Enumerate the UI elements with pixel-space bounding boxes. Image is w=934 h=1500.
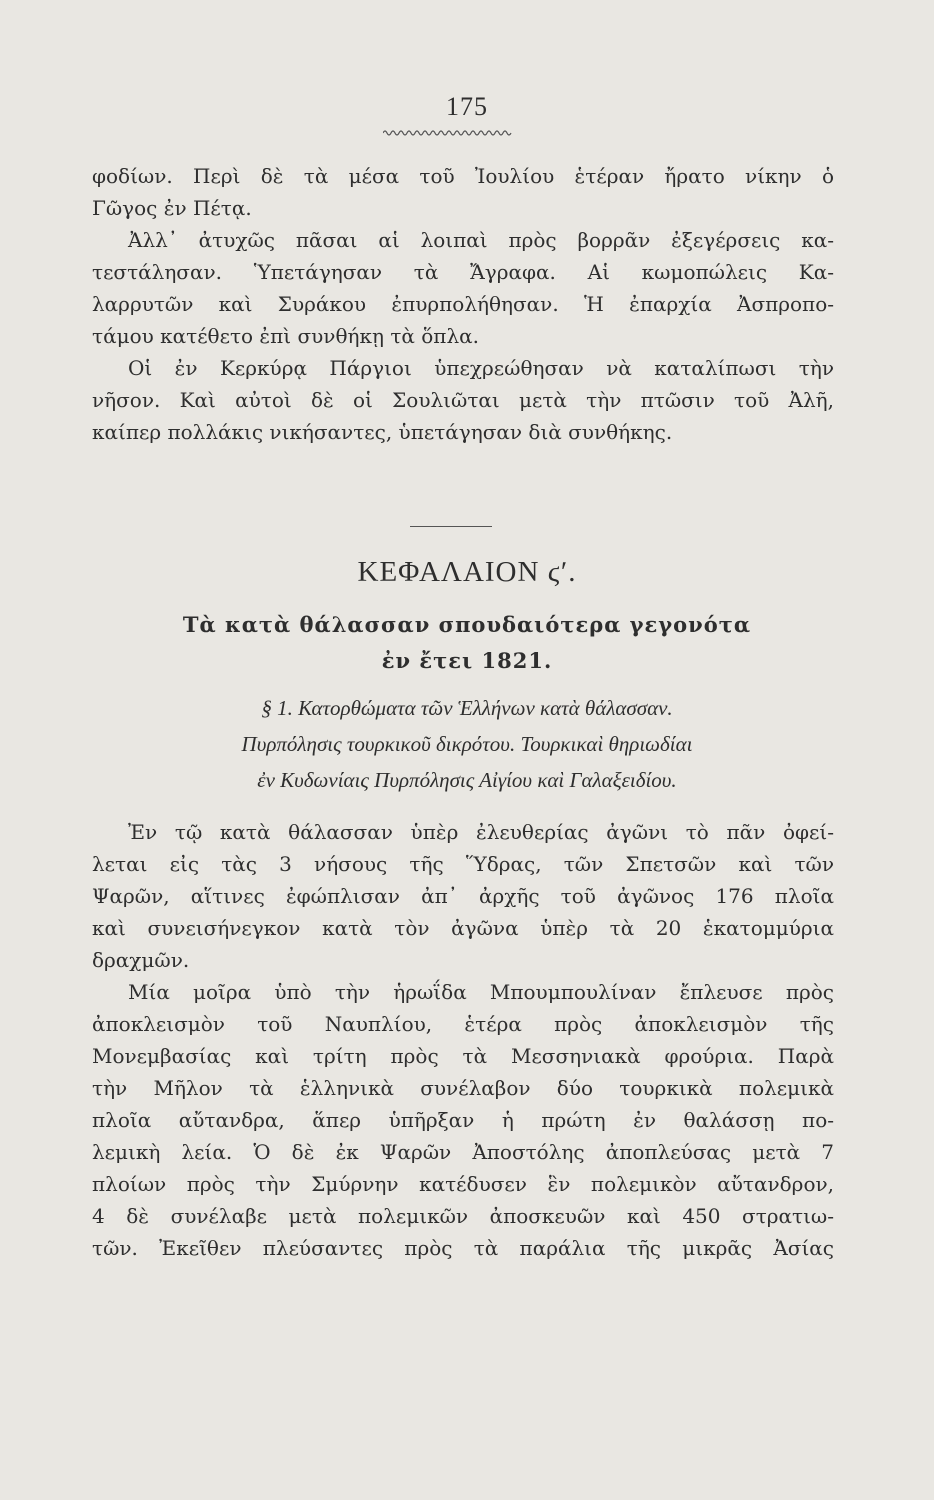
text-line: Γῶγος ἐν Πέτᾳ. [92, 196, 252, 220]
section-summary-line: Πυρπόλησις τουρκικοῦ δικρότου. Τουρκικαὶ θηριωδίαι [241, 732, 693, 756]
page-number: 175 [446, 92, 488, 121]
paragraph [92, 976, 834, 1264]
paragraph [92, 160, 834, 224]
ornamental-rule [383, 128, 513, 138]
text-line: πλοῖα αὔτανδρα, ἅπερ ὑπῆρξαν ἡ πρώτη ἐν θαλάσσῃ πο- [92, 1108, 834, 1132]
paragraph [92, 224, 834, 352]
chapter-title: ΚΕΦΑΛΑΙΟΝ ϛʹ. [357, 556, 577, 588]
text-line: Ἐν τῷ κατὰ θάλασσαν ὑπὲρ ἐλευθερίας ἀγῶνι τὸ πᾶν ὀφεί- [128, 820, 834, 844]
section-summary-line: § 1. Κατορθώματα τῶν Ἑλλήνων κατὰ θάλασσαν. [261, 696, 673, 720]
text-line: Ψαρῶν, αἵτινες ἐφώπλισαν ἀπ᾽ ἀρχῆς τοῦ ἀγῶνος 176 πλοῖα [92, 884, 834, 908]
text-line: τὴν Μῆλον τὰ ἑλληνικὰ συνέλαβον δύο τουρκικὰ πολεμικὰ [92, 1076, 834, 1100]
text-line: Οἱ ἐν Κερκύρᾳ Πάργιοι ὑπεχρεώθησαν νὰ καταλίπωσι τὴν [128, 356, 834, 380]
paragraph [92, 352, 834, 448]
text-line: τάμου κατέθετο ἐπὶ συνθήκῃ τὰ ὅπλα. [92, 324, 479, 348]
paragraph [92, 816, 834, 976]
text-line: λεμικὴ λεία. Ὁ δὲ ἐκ Ψαρῶν Ἀποστόλης ἀποπλεύσας μετὰ 7 [92, 1140, 834, 1164]
body-text-block [92, 816, 834, 1264]
text-line: τεστάλησαν. Ὑπετάγησαν τὰ Ἄγραφα. Αἱ κωμοπώλεις Κα- [92, 260, 834, 284]
chapter-subtitle: ἐν ἔτει 1821. [381, 648, 553, 673]
text-line: λαρρυτῶν καὶ Συράκου ἐπυρπολήθησαν. Ἡ ἐπαρχία Ἀσπροπο- [92, 292, 834, 316]
section-summary-line: ἐν Κυδωνίαις Πυρπόλησις Αἰγίου καὶ Γαλαξειδίου. [257, 768, 677, 792]
text-line: Μία μοῖρα ὑπὸ τὴν ἡρωΐδα Μπουμπουλίναν ἔπλευσε πρὸς [128, 980, 834, 1004]
text-line: Ἀλλ᾽ ἀτυχῶς πᾶσαι αἱ λοιπαὶ πρὸς βορρᾶν ἐξεγέρσεις κα- [128, 228, 834, 252]
text-line: λεται εἰς τὰς 3 νήσους τῆς Ὕδρας, τῶν Σπετσῶν καὶ τῶν [92, 852, 834, 876]
text-line: νῆσον. Καὶ αὐτοὶ δὲ οἱ Σουλιῶται μετὰ τὴν πτῶσιν τοῦ Ἀλῆ, [92, 388, 834, 412]
section-divider [410, 526, 492, 527]
text-line: πλοίων πρὸς τὴν Σμύρνην κατέδυσεν ἓν πολεμικὸν αὔτανδρον, [92, 1172, 834, 1196]
top-text-block [92, 160, 834, 448]
text-line: καὶ συνεισήνεγκον κατὰ τὸν ἀγῶνα ὑπὲρ τὰ 20 ἑκατομμύρια [92, 916, 834, 940]
text-line: δραχμῶν. [92, 948, 190, 972]
text-line: φοδίων. Περὶ δὲ τὰ μέσα τοῦ Ἰουλίου ἑτέραν ἤρατο νίκην ὁ [92, 164, 834, 188]
text-line: καίπερ πολλάκις νικήσαντες, ὑπετάγησαν διὰ συνθήκης. [92, 420, 673, 444]
text-line: Μονεμβασίας καὶ τρίτη πρὸς τὰ Μεσσηνιακὰ φρούρια. Παρὰ [92, 1044, 834, 1068]
text-line: τῶν. Ἐκεῖθεν πλεύσαντες πρὸς τὰ παράλια τῆς μικρᾶς Ἀσίας [92, 1236, 834, 1260]
text-line: ἀποκλεισμὸν τοῦ Ναυπλίου, ἑτέρα πρὸς ἀποκλεισμὸν τῆς [92, 1012, 834, 1036]
text-line: 4 δὲ συνέλαβε μετὰ πολεμικῶν ἀποσκευῶν καὶ 450 στρατιω- [92, 1204, 834, 1228]
chapter-subtitle: Τὰ κατὰ θάλασσαν σπουδαιότερα γεγονότα [182, 612, 752, 637]
